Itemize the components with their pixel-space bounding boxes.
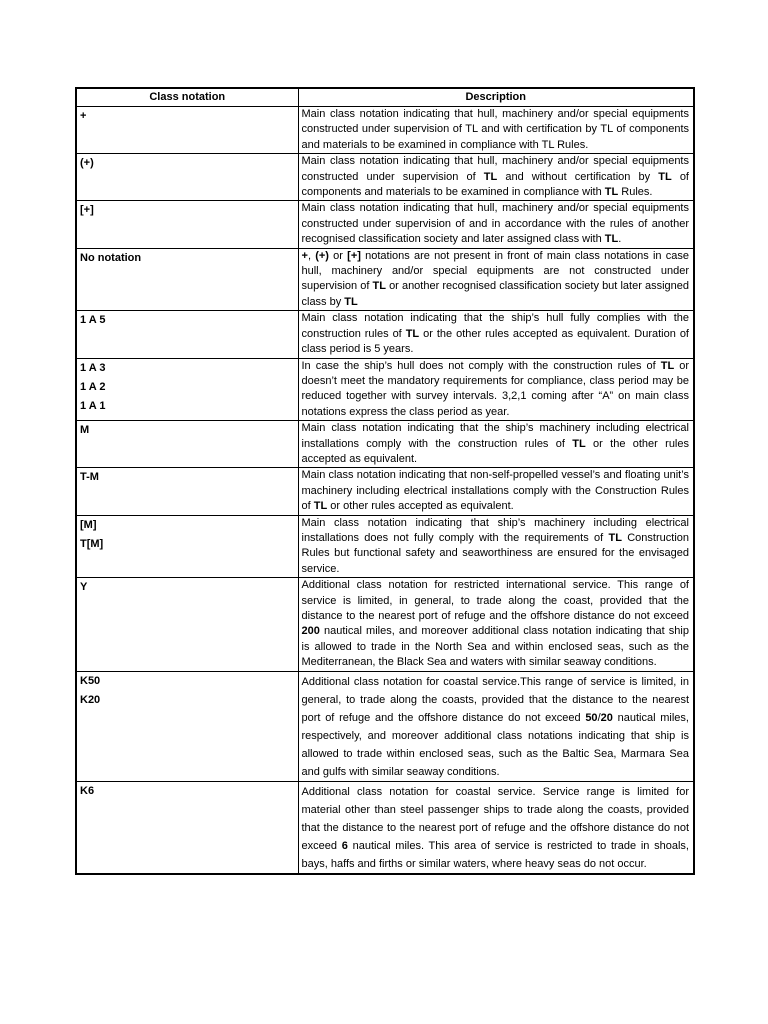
description-text: nautical miles, and moreover additional class notation indicating that ship is allowed to trade in the North Sea and within enclosed seas, such as the Mediterranean, the Black Sea and waters with similar seaway conditions. <box>301 625 689 669</box>
description-emphasis: TL <box>658 170 672 183</box>
class-notation-code: M <box>80 424 90 437</box>
description-text: of components and materials to be examined in compliance with <box>301 170 689 199</box>
description-text: Additional class notation for coastal service. Service range is limited for material other than steel passenger ships to trade along the coasts, provided that the distance to the nearest port of refuge and the offshore distance do not exceed <box>301 785 689 852</box>
description-text: and without certification by <box>497 170 659 183</box>
class-notation-code: K6 <box>80 784 95 797</box>
description-cell <box>298 154 694 201</box>
description-emphasis: TL <box>608 531 622 544</box>
header-class-notation: Class notation <box>76 88 298 107</box>
description-text: Main class notation indicating that ship’s machinery including electrical installations does not fully comply with the requirements of <box>301 516 689 544</box>
description-emphasis: TL <box>572 437 586 450</box>
description-text: Main class notation indicating that hull, machinery and/or special equipments constructed under supervision of and in accordance with the rules of another recognised classification society and later assigned class with <box>301 202 689 246</box>
description-text: or the other rules accepted as equivalent. <box>301 437 689 465</box>
class-notation-code: T-M <box>80 471 99 484</box>
class-notation-code: T[M] <box>80 537 104 550</box>
description-emphasis: (+) <box>315 249 329 262</box>
class-notation-code: (+) <box>80 157 94 170</box>
class-notation-code: + <box>80 110 87 122</box>
description-text: or another recognised classification society but later assigned class by <box>301 280 689 308</box>
description-text: In case the ship’s hull does not comply with the construction rules of <box>301 359 661 372</box>
description-emphasis: TL <box>344 295 358 308</box>
table-row <box>76 578 694 671</box>
description-text: or doesn’t meet the mandatory requirements for compliance, class period may be reduced together with survey intervals. 3,2,1 coming after “A” on main class notations express the class period as year. <box>301 359 689 418</box>
description-text: Main class notation indicating that the ship’s machinery including electrical installations comply with the construction rules of <box>301 422 689 450</box>
class-notation-code: K20 <box>80 693 101 706</box>
table-row <box>76 515 694 578</box>
class-notation-cell <box>76 107 298 154</box>
description-text: nautical miles. This area of service is restricted to trade in shoals, bays, haffs and firths or similar waters, where heavy seas do not occur. <box>301 839 689 870</box>
table-row <box>76 421 694 468</box>
class-notation-code: No notation <box>80 251 142 264</box>
description-emphasis: TL <box>372 280 386 293</box>
description-emphasis: 6 <box>341 839 348 852</box>
description-text: / <box>597 711 601 724</box>
class-notation-cell <box>76 515 298 578</box>
table-row <box>76 781 694 874</box>
table-row <box>76 201 694 248</box>
class-notation-code: 1 A 2 <box>80 380 106 393</box>
description-emphasis: 50 <box>585 711 598 724</box>
description-cell <box>298 421 694 468</box>
class-notation-code: 1 A 3 <box>80 361 106 374</box>
class-notation-cell <box>76 421 298 468</box>
description-cell <box>298 578 694 671</box>
class-notation-cell <box>76 201 298 248</box>
table-row <box>76 671 694 781</box>
description-text: Additional class notation for coastal service.This range of service is limited, in general, to trade along the coasts, provided that the distance to the nearest port of refuge and the offshore distance do not exceed <box>301 675 689 724</box>
description-text: , <box>307 249 316 262</box>
table-row <box>76 358 694 421</box>
table-body <box>76 107 694 874</box>
table-row <box>76 107 694 154</box>
description-emphasis: TL <box>604 233 619 246</box>
description-cell <box>298 671 694 781</box>
class-notation-cell <box>76 671 298 781</box>
class-notation-cell <box>76 154 298 201</box>
description-text: Main class notation indicating that the ship’s hull fully complies with the construction rules of <box>301 312 689 340</box>
description-emphasis: 20 <box>600 711 613 724</box>
class-notation-table <box>75 87 695 875</box>
description-text: or the other rules accepted as equivalent. Duration of class period is 5 years. <box>301 327 689 356</box>
class-notation-code: 1 A 1 <box>80 399 106 412</box>
description-text: or other rules accepted as equivalent. <box>327 500 514 513</box>
description-emphasis: TL <box>660 359 675 372</box>
table-row <box>76 248 694 311</box>
class-notation-code: [+] <box>80 204 94 217</box>
description-text: Construction Rules but functional safety and seaworthiness are ensured for the envisaged service. <box>301 531 689 575</box>
class-notation-cell <box>76 781 298 874</box>
description-cell <box>298 781 694 874</box>
description-text: Rules. <box>618 186 653 199</box>
description-text: nautical miles, respectively, and moreover additional class notations indicating that ship is allowed to trade within enclosed seas, such as the Baltic Sea, Marmara Sea and gulfs with similar seaway conditions. <box>301 711 689 778</box>
class-notation-cell <box>76 578 298 671</box>
table-header-row <box>76 88 694 107</box>
description-text: Main class notation indicating that hull, machinery and/or special equipments constructed under supervision of <box>301 155 689 183</box>
description-cell <box>298 358 694 421</box>
class-notation-cell <box>76 248 298 311</box>
class-notation-cell <box>76 358 298 421</box>
description-cell <box>298 248 694 311</box>
description-emphasis: [+] <box>347 249 361 262</box>
header-description: Description <box>298 88 694 107</box>
description-cell <box>298 107 694 154</box>
description-text: notations are not present in front of main class notations in case hull, machinery and/or special equipments are not constructed under supervision of <box>301 249 689 293</box>
description-text: Additional class notation for restricted international service. This range of service is limited, in general, to trade along the coast, provided that the distance to the nearest port of refuge and the offshore distance do not exceed <box>301 579 689 622</box>
description-cell <box>298 515 694 578</box>
description-emphasis: + <box>301 249 308 262</box>
description-text: Main class notation indicating that non-self-propelled vessel’s and floating unit’s machinery including electrical installations comply with the Construction Rules of <box>301 469 689 513</box>
description-cell <box>298 201 694 248</box>
class-notation-code: [M] <box>80 518 97 531</box>
table-row <box>76 154 694 201</box>
description-cell <box>298 311 694 358</box>
description-emphasis: TL <box>313 500 328 513</box>
description-emphasis: TL <box>405 327 420 340</box>
description-text: or <box>328 249 348 262</box>
class-notation-code: K50 <box>80 674 101 687</box>
description-cell <box>298 468 694 515</box>
class-notation-cell <box>76 311 298 358</box>
description-emphasis: 200 <box>301 625 320 638</box>
class-notation-code: 1 A 5 <box>80 314 106 327</box>
table-row <box>76 311 694 358</box>
description-text: . <box>618 233 622 246</box>
description-text: Main class notation indicating that hull, machinery and/or special equipments constructed under supervision of TL and with certification by TL of components and materials to be examined in compliance with TL Rules. <box>301 108 689 151</box>
description-emphasis: TL <box>604 186 619 199</box>
class-notation-code: Y <box>80 581 88 594</box>
description-emphasis: TL <box>483 170 498 183</box>
table-row <box>76 468 694 515</box>
class-notation-cell <box>76 468 298 515</box>
